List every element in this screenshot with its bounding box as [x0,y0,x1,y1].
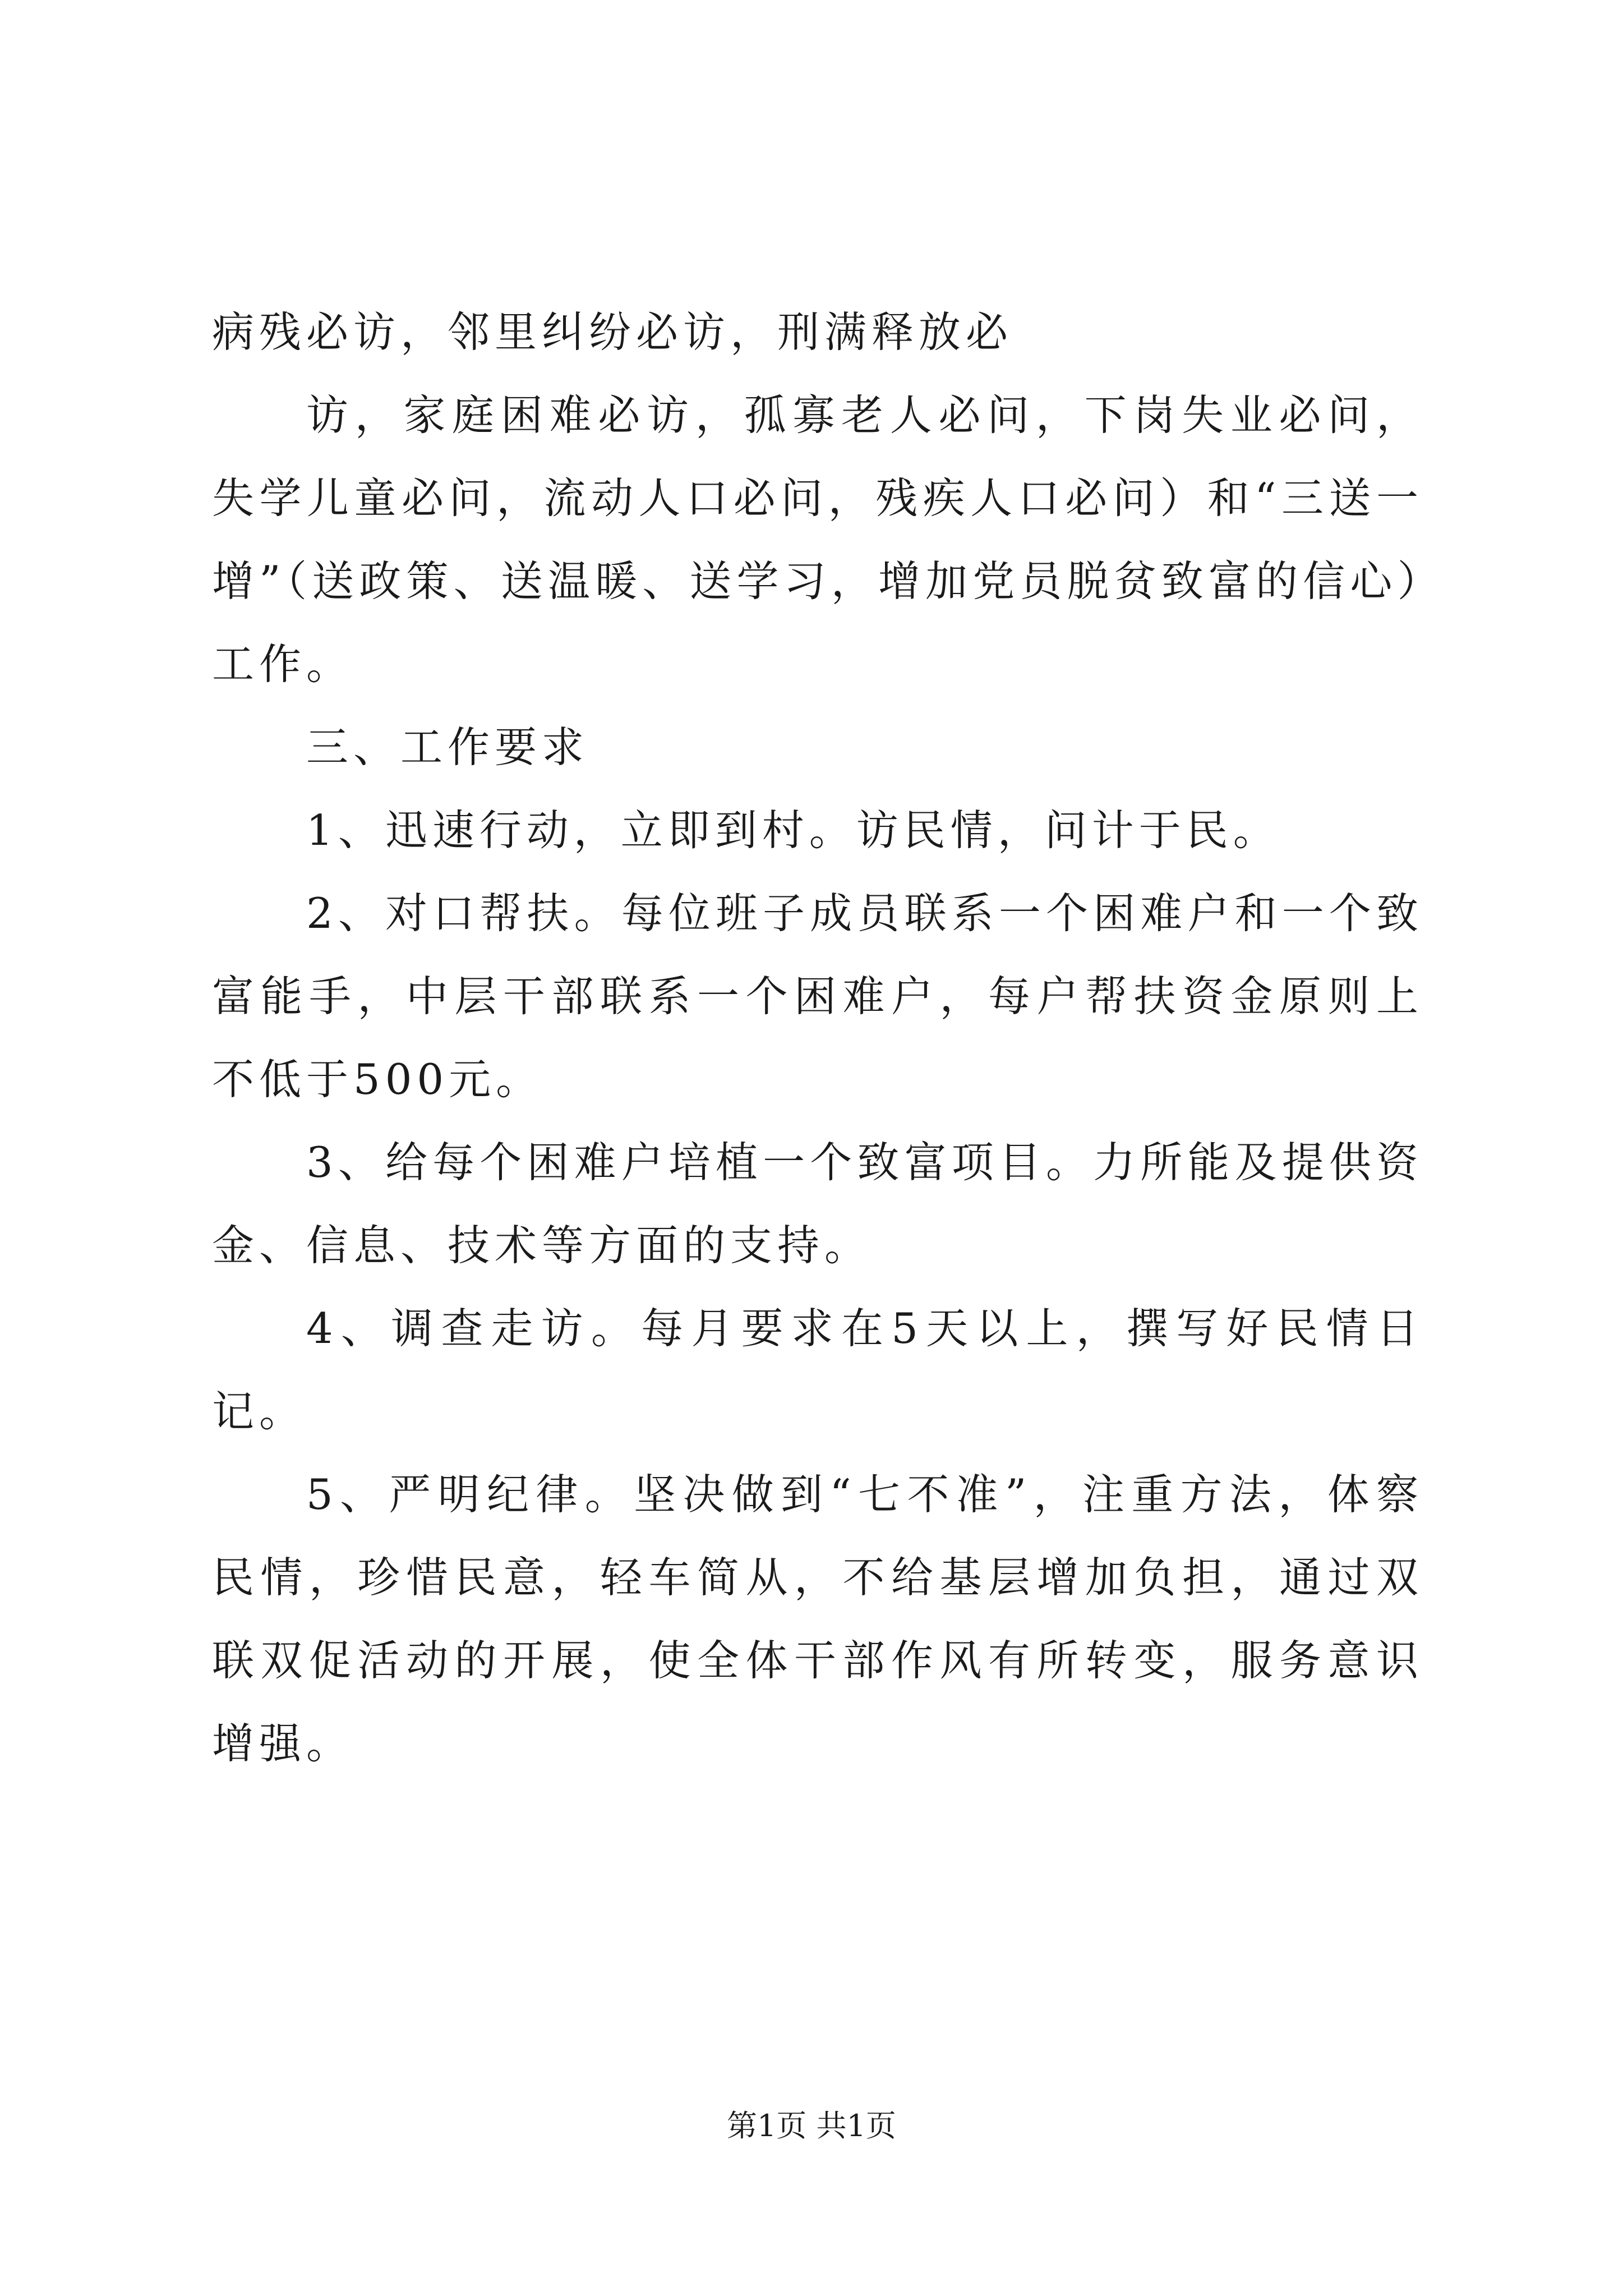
section-heading: 三、工作要求 [306,723,589,772]
paragraph-1: 病残必访，邻里纠纷必访，刑满释放必 [212,307,1013,357]
page-number: 第1页 共1页 [727,2108,896,2143]
paragraph-item-1: 1、迅速行动，立即到村。访民情，问计于民。 [306,806,1280,855]
paragraph-item-5: 5、严明纪律。坚决做到“七不准”，注重方法，体察民情，珍惜民意，轻车简从，不给基层增加负担，通过双联双促活动的开展，使全体干部作风有所转变，服务意识增强。 [212,1470,1423,1768]
paragraph-item-4: 4、调查走访。每月要求在5天以上，撰写好民情日记。 [212,1304,1423,1436]
paragraph-item-3: 3、给每个困难户培植一个致富项目。力所能及提供资金、信息、技术等方面的支持。 [212,1138,1423,1270]
document-body [212,291,1423,1785]
paragraph-item-2: 2、对口帮扶。每位班子成员联系一个困难户和一个致富能手，中层干部联系一个困难户，每户帮扶资金原则上不低于500元。 [212,889,1423,1104]
paragraph-2: 访，家庭困难必访，孤寡老人必问，下岗失业必问，失学儿童必问，流动人口必问，残疾人口必问）和“三送一增”（送政策、送温暖、送学习，增加党员脱贫致富的信心）工作。 [212,390,1423,689]
page-footer [0,2106,1623,2146]
